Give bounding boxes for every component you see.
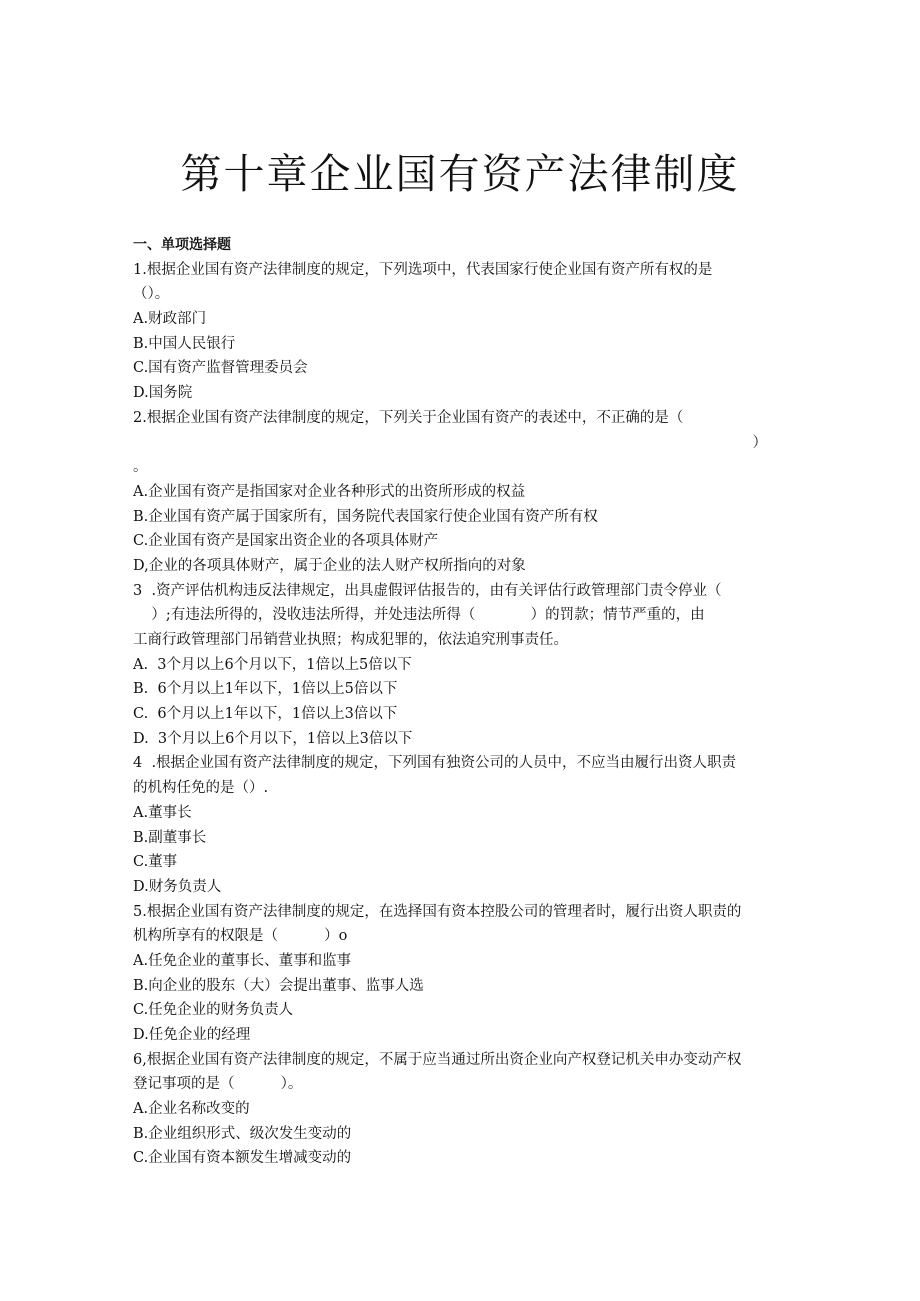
- text-line: 。: [133, 459, 148, 476]
- text-line: C.企业国有资本额发生增减变动的: [133, 1150, 352, 1167]
- text-line: B.企业国有资产属于国家所有，国务院代表国家行使企业国有资产所有权: [133, 508, 598, 525]
- text-line: A.财政部门: [133, 311, 207, 328]
- document-title: 第十章企业国有资产法律制度: [180, 150, 740, 198]
- text-line: 5.根据企业国有资产法律制度的规定，在选择国有资本控股公司的管理者时，履行出资人职责的: [133, 903, 742, 920]
- text-line: B.向企业的股东（大）会提出董事、监事人选: [133, 977, 424, 994]
- text-line: 登记事项的是（ ）。: [133, 1076, 303, 1093]
- text-line: 4 .根据企业国有资产法律制度的规定，下列国有独资公司的人员中，不应当由履行出资人职责: [133, 755, 737, 772]
- text-line: C.企业国有资产是国家出资企业的各项具体财产: [133, 533, 439, 550]
- text-line: A.企业名称改变的: [133, 1101, 250, 1118]
- text-line: 工商行政管理部门吊销营业执照；构成犯罪的，依法追究刑事责任。: [133, 632, 568, 648]
- text-line: D.任免企业的经理: [133, 1027, 251, 1043]
- text-line: （）。: [133, 286, 170, 303]
- text-line: B.中国人民银行: [133, 335, 236, 352]
- text-line: C.国有资产监督管理委员会: [133, 360, 308, 377]
- section-heading: 一、单项选择题: [133, 237, 231, 253]
- document-body: [133, 233, 793, 1171]
- text-line: A.企业国有资产是指国家对企业各种形式的出资所形成的权益: [133, 483, 526, 500]
- text-line: C. 6个月以上1年以下，1倍以上3倍以下: [133, 706, 398, 723]
- text-line: 机构所享有的权限是（ ）o: [133, 928, 348, 945]
- text-line: C.董事: [133, 854, 178, 871]
- text-line: 1.根据企业国有资产法律制度的规定，下列选项中，代表国家行使企业国有资产所有权的是: [133, 261, 713, 278]
- text-line: D,企业的各项具体财产，属于企业的法人财产权所指向的对象: [133, 557, 526, 574]
- text-line: B.副董事长: [133, 829, 207, 846]
- text-line: B. 6个月以上1年以下，1倍以上5倍以下: [133, 681, 398, 698]
- text-line: A.董事长: [133, 804, 192, 821]
- text-line: D.财务负责人: [133, 878, 222, 895]
- text-line: 3 .资产评估机构违反法律规定，出具虚假评估报告的，由有关评估行政管理部门责令停业（: [133, 582, 722, 599]
- text-line: ）;有违法所得的，没收违法所得，并处违法所得（ ）的罚款；情节严重的，由: [133, 607, 705, 624]
- text-line: C.任免企业的财务负责人: [133, 1002, 294, 1019]
- text-line: 的机构任免的是（）.: [133, 780, 269, 797]
- text-line: ）: [752, 434, 767, 451]
- text-line: 6,根据企业国有资产法律制度的规定，不属于应当通过所出资企业向产权登记机关申办变动产权: [133, 1051, 742, 1068]
- text-line: A.任免企业的董事长、董事和监事: [133, 952, 352, 969]
- text-line: 2.根据企业国有资产法律制度的规定，下列关于企业国有资产的表述中，不正确的是（: [133, 409, 684, 426]
- text-line: D. 3个月以上6个月以下，1倍以上3倍以下: [133, 730, 413, 747]
- text-line: D.国务院: [133, 385, 193, 402]
- text-line: A. 3个月以上6个月以下，1倍以上5倍以下: [133, 656, 412, 673]
- text-line: B.企业组织形式、级次发生变动的: [133, 1125, 352, 1142]
